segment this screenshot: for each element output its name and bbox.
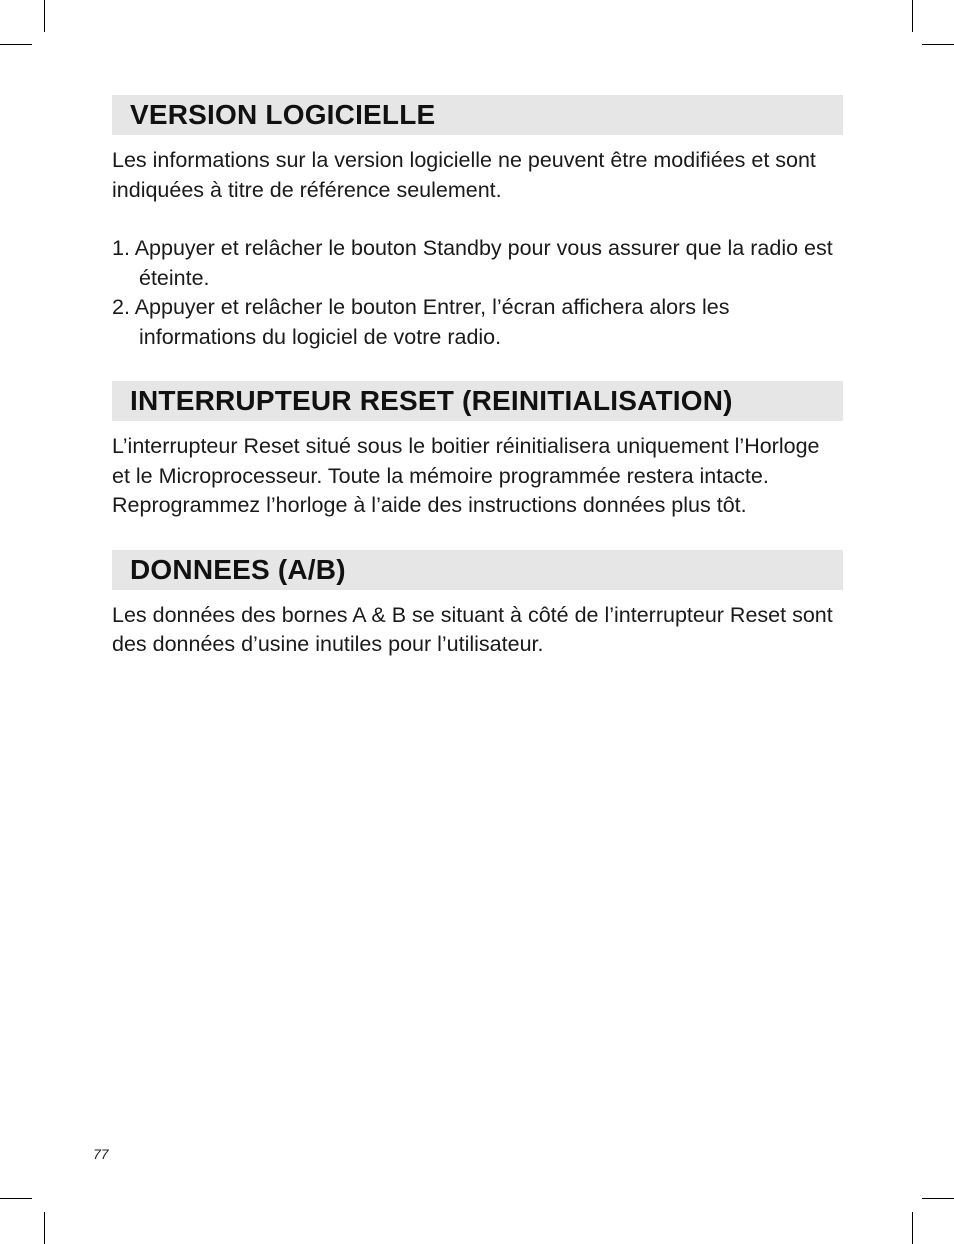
page-number: 77 xyxy=(93,1146,109,1162)
section-title: VERSION LOGICIELLE xyxy=(130,99,436,130)
section-header-version-logicielle xyxy=(112,95,843,135)
step-item: 1. Appuyer et relâcher le bouton Standby pour vous assurer que la radio est éteinte. xyxy=(112,236,833,290)
section-paragraph: Les informations sur la version logicielle ne peuvent être modifiées et sont indiquées à titre de référence seulement. xyxy=(112,148,816,202)
crop-mark-bottom-left-horizontal xyxy=(0,1198,32,1199)
step-item: 2. Appuyer et relâcher le bouton Entrer, l’écran affichera alors les informations du logiciel de votre radio. xyxy=(112,295,730,349)
section-title: INTERRUPTEUR RESET (REINITIALISATION) xyxy=(130,385,733,416)
crop-mark-top-right-horizontal xyxy=(922,44,954,45)
crop-mark-bottom-right-horizontal xyxy=(922,1198,954,1199)
section-paragraph: L’interrupteur Reset situé sous le boitier réinitialisera uniquement l’Horloge et le Microprocesseur. Toute la mémoire programmée restera intacte. Reprogrammez l’horloge à l’aide des instructions données plus tôt. xyxy=(112,434,820,517)
section-title: DONNEES (A/B) xyxy=(130,553,346,585)
crop-mark-top-right-vertical xyxy=(912,0,913,32)
page-content xyxy=(112,95,843,660)
section-header-donnees xyxy=(112,550,843,590)
section-header-interrupteur-reset xyxy=(112,381,843,421)
steps-list xyxy=(112,234,843,352)
section-paragraph: Les données des bornes A & B se situant à côté de l’interrupteur Reset sont des données d’usine inutiles pour l’utilisateur. xyxy=(112,602,833,656)
crop-mark-top-left-horizontal xyxy=(0,44,32,45)
crop-mark-top-left-vertical xyxy=(44,0,45,32)
crop-mark-bottom-right-vertical xyxy=(912,1212,913,1244)
crop-mark-bottom-left-vertical xyxy=(44,1212,45,1244)
